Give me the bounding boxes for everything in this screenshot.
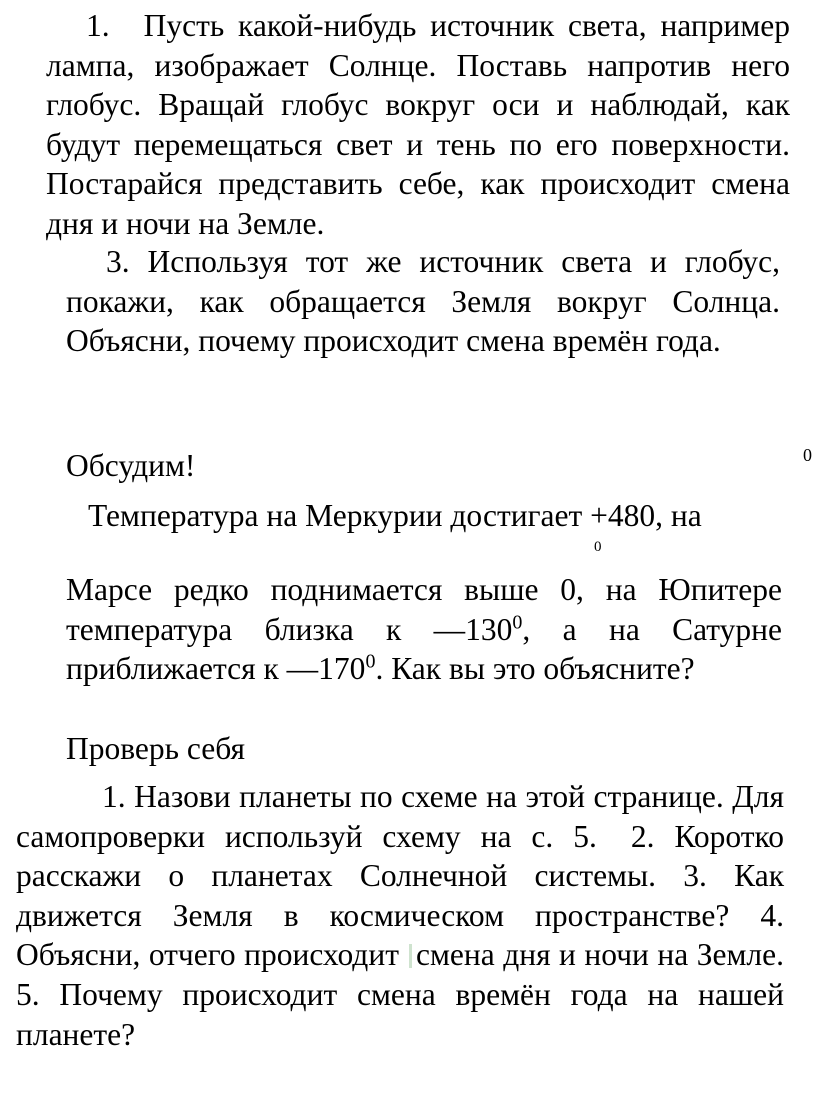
- discuss-floating-superscript: 0: [594, 539, 602, 555]
- task3-paragraph: [66, 242, 780, 361]
- discuss-heading: Обсудим!: [66, 448, 196, 483]
- discuss-line1: Температура на Меркурии достигает +480, на: [88, 498, 702, 533]
- margin-mark: [409, 944, 412, 968]
- discuss-text-mid: , а на Сатурне приближается к —170: [66, 611, 782, 687]
- task3-text: 3. Используя тот же источник света и глобус, покажи, как обращается Земля вокруг Солнца. Объясни, почему происходит смена времён года.: [66, 244, 780, 359]
- discuss-margin-superscript: 0: [803, 445, 812, 465]
- check-question-1: 1. Назови планеты по схеме на этой странице. Для самопроверки используй схему на с. 5.: [16, 779, 784, 854]
- discuss-text-pre: Марсе редко поднимается выше 0, на Юпитере температура близка к —130: [66, 572, 782, 647]
- task1-text: Пусть какой-нибудь источник света, например лампа, изображает Солнце. Поставь напротив него глобус. Вращай глобус вокруг оси и наблюдай, как будут перемещаться свет и тень по его поверхности. Постарайся представить себе, как происходит смена дня и ночи на Земле.: [46, 8, 790, 241]
- degree-superscript-b: 0: [365, 650, 376, 673]
- task1-number: 1.: [86, 8, 110, 43]
- degree-superscript-a: 0: [512, 611, 523, 634]
- task1-paragraph: [46, 6, 790, 244]
- check-paragraph: [16, 777, 784, 1054]
- check-question-2: 2. Коротко расскажи о планетах Солнечной системы. 3. Как движется Земля в космическом пространстве? 4. Объясни, отчего происходит: [16, 818, 784, 973]
- discuss-paragraph: [66, 570, 782, 689]
- discuss-text-post: . Как вы это объясните?: [375, 651, 695, 687]
- check-heading: Проверь себя: [66, 731, 245, 766]
- check-question-2-end: смена дня и ночи на Земле. 5. Почему происходит смена времён года на нашей планете?: [16, 937, 784, 1052]
